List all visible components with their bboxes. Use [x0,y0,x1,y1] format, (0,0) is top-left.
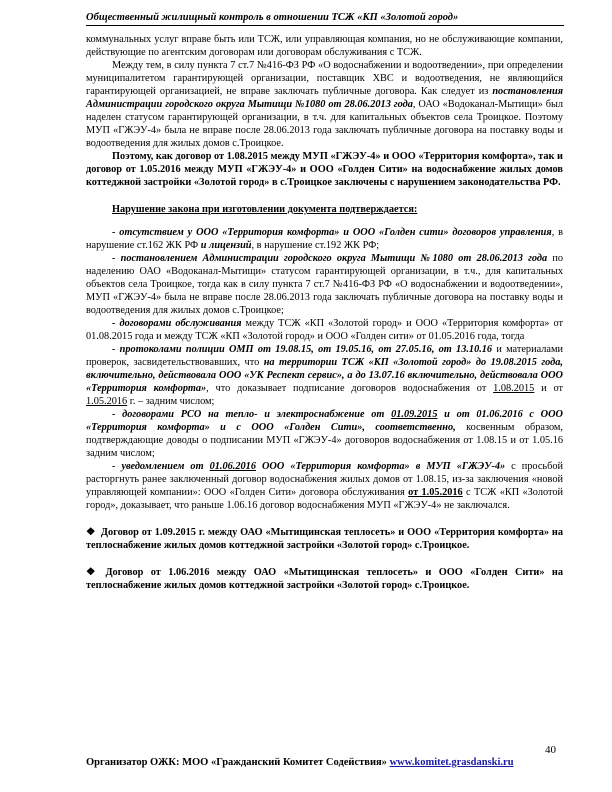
list-item: - договорами РСО на тепло- и электроснабжение от 01.09.2015 и от 01.06.2016 с ООО «Территория комфорта» и с ООО «Голден Сити», соответственно, косвенным образом, подтверждающие доводы о подписании МУП «ГЖЭУ-4» договоров водоснабжения от 1.08.15 и от 1.05.16 задним числом; [86,409,563,459]
list-item: - отсутствием у ООО «Территория комфорта» и ООО «Голден сити» договоров управления, в нарушение ст.162 ЖК РФ и лицензий, в нарушение ст.192 ЖК РФ; [86,227,563,251]
footer-text: Организатор ОЖК: МОО «Гражданский Комитет Содействия» [86,757,390,768]
bullet-item: ❖ Договор от 1.06.2016 между ОАО «Мытищинская теплосеть» и ООО «Голден Сити» на теплоснабжение жилых домов коттеджной застройки «Золотой город» с.Троицкое. [86,567,563,591]
list-item: - постановлением Администрации городского округа Мытищи №1080 от 28.06.2013 года по наделению ОАО «Водоканал-Мытищи» статусом гарантирующей организации, в т.ч., для капитальных объектов села Троицкое, тогда как в силу пункта 7 ст.7 №416-ФЗ РФ «О водоснабжении и водоотведении», МУП «ГЖЭУ-4» была не вправе после 28.06.2013 года заключать публичные договора на поставку воды и водоотведения для жилых домов с.Троицкое; [86,253,564,316]
diamond-bullet-icon: ❖ [86,567,96,578]
page-number: 40 [545,744,556,756]
paragraph: Между тем, в силу пункта 7 ст.7 №416-ФЗ РФ «О водоснабжении и водоотведении», при определении муниципалитетом гарантирующей организации, поставщик ХВС и водоотведения, не являющийся гарантирующей организацией, не вправе заключать публичные договора. Как следует из постановления Администрации городского округа Мытищи №1080 от 28.06.2013 года, ОАО «Водоканал-Мытищи» был наделен статусом гарантирующей организации, в т.ч. для капитальных объектов села Троицкое. Поэтому МУП «ГЖЭУ-4» была не вправе после 28.06.2013 года заключать публичные договора на поставку воды и водоотведения для жилых домов с.Троицкое. [86,60,563,149]
paragraph: коммунальных услуг вправе быть или ТСЖ, или управляющая компания, но не обслуживающие компании, действующие по агентским договорам или договорам обслуживания с ТСЖ. [86,34,563,58]
list-item: - уведомлением от 01.06.2016 ООО «Территория комфорта» в МУП «ГЖЭУ-4» с просьбой расторгнуть ранее заключенный договор водоснабжения жилых домов от 1.08.15, из-за заключения «новой управляющей компании»: ООО «Голден Сити» договора обслуживания от 1.05.2016 с ТСЖ «КП «Золотой город», доказывает, что раньше 1.06.16 договор водоснабжения МУП «ГЖЭУ-4» не заключался. [86,461,563,511]
diamond-bullet-icon: ❖ [86,527,96,538]
paragraph-conclusion: Поэтому, как договор от 1.08.2015 между МУП «ГЖЭУ-4» и ООО «Территория комфорта», так и договор от 1.05.2016 между МУП «ГЖЭУ-4» и ООО «Голден Сити» на водоснабжение жилых домов коттеджной застройки «Золотой город» в с.Троицкое заключены с нарушением законодательства РФ. [86,151,563,188]
list-item: - протоколами полиции ОМП от 19.08.15, от 19.05.16, от 27.05.16, от 13.10.16 и материалами проверок, засвидетельствовавших, что на территории ТСЖ «КП «Золотой город» до 19.08.2015 года, включительно, действовала ООО «УК Респект сервис», а до 13.07.16 включительно, действовала ООО «Территория комфорта», что доказывает подписание договоров водоснабжения от 1.08.2015 и от 1.05.2016 г. – задним числом; [86,344,564,407]
list-item: - договорами обслуживания между ТСЖ «КП «Золотой город» и ООО «Территория комфорта» от 01.08.2015 года и между ТСЖ «КП «Золотой город» и ООО «Голден сити» от 01.05.2016 года, тогда [86,318,563,342]
footer-link[interactable]: www.komitet.grasdanski.ru [389,757,514,768]
document-body [86,33,563,592]
bullet-item: ❖ Договор от 1.09.2015 г. между ОАО «Мытищинская теплосеть» и ООО «Территория комфорта» на теплоснабжение жилых домов коттеджной застройки «Золотой город» с.Троицкое. [86,527,563,551]
page-footer [86,757,564,768]
page-header-title: Общественный жилищный контроль в отношении ТСЖ «КП «Золотой город» [86,12,564,26]
subheading: Нарушение закона при изготовлении документа подтверждается: [112,204,418,215]
bullet-list [86,526,563,592]
